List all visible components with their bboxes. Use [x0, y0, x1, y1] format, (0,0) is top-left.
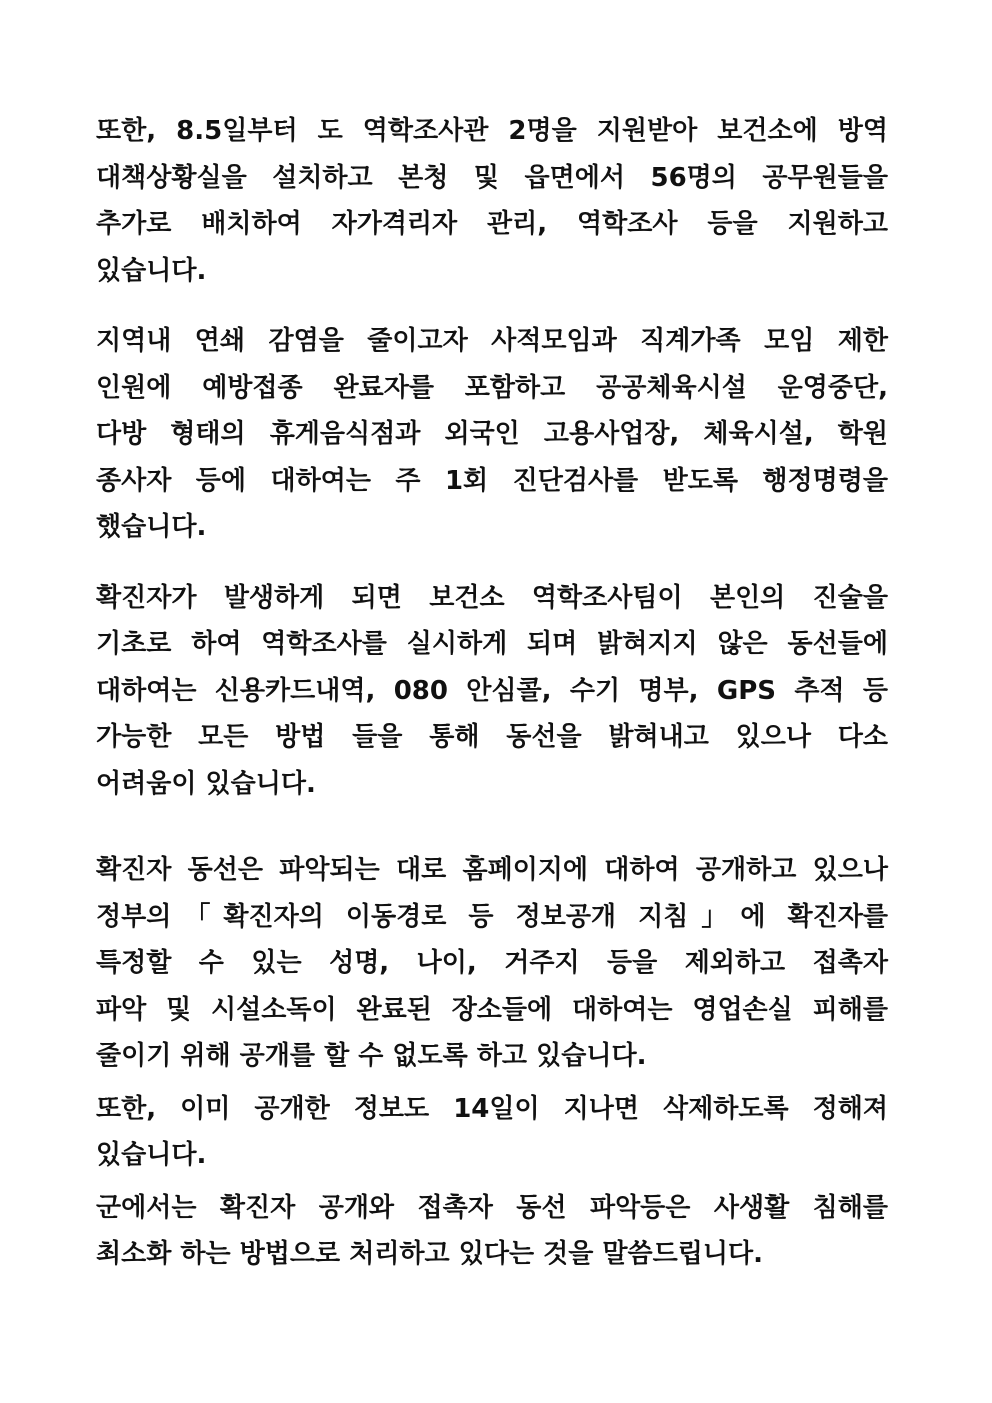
text-line: 기초로 하여 역학조사를 실시하게 되며 밝혀지지 않은 동선들에 — [96, 629, 888, 659]
text-line: 특정할 수 있는 성명, 나이, 거주지 등을 제외하고 접촉자 — [96, 948, 888, 978]
text-line: 대하여는 신용카드내역, 080 안심콜, 수기 명부, GPS 추적 등 — [96, 675, 888, 706]
text-line: 또한, 8.5일부터 도 역학조사관 2명을 지원받아 보건소에 방역 — [96, 116, 888, 146]
text-line: 했습니다. — [96, 512, 207, 542]
text-line: 있습니다. — [96, 255, 207, 286]
text-line: 파악 및 시설소독이 완료된 장소들에 대하여는 영업손실 피해를 — [96, 994, 888, 1025]
text-line: 추가로 배치하여 자가격리자 관리, 역학조사 등을 지원하고 — [96, 209, 888, 239]
text-line: 또한, 이미 공개한 정보도 14일이 지나면 삭제하도록 정해져 — [96, 1093, 888, 1124]
text-line: 줄이기 위해 공개를 할 수 없도록 하고 있습니다. — [96, 1041, 647, 1071]
text-line: 대책상황실을 설치하고 본청 및 읍면에서 56명의 공무원들을 — [96, 162, 888, 193]
paragraph-contact-tracing — [96, 575, 888, 808]
text-line: 가능한 모든 방법 들을 통해 동선을 밝혀내고 있으나 다소 — [96, 722, 888, 752]
text-line: 확진자 동선은 파악되는 대로 홈페이지에 대하여 공개하고 있으나 — [96, 855, 888, 885]
text-line: 최소화 하는 방법으로 처리하고 있다는 것을 말씀드립니다. — [96, 1239, 763, 1269]
paragraph-disclosure-policy — [96, 847, 888, 1080]
document-page — [96, 108, 888, 1278]
text-line: 있습니다. — [96, 1140, 207, 1170]
text-line: 지역내 연쇄 감염을 줄이고자 사적모임과 직계가족 모임 제한 — [96, 326, 888, 356]
text-line: 정부의「확진자의 이동경로 등 정보공개 지침」에 확진자를 — [96, 901, 888, 932]
text-line: 종사자 등에 대하여는 주 1회 진단검사를 받도록 행정명령을 — [96, 465, 888, 496]
paragraph-infection-measures — [96, 318, 888, 551]
text-line: 인원에 예방접종 완료자를 포함하고 공공체육시설 운영중단, — [96, 372, 888, 403]
text-line: 군에서는 확진자 공개와 접촉자 동선 파악등은 사생활 침해를 — [96, 1192, 888, 1223]
paragraph-conclusion — [96, 1185, 888, 1278]
text-line: 어려움이 있습니다. — [96, 768, 316, 799]
text-line: 다방 형태의 휴게음식점과 외국인 고용사업장, 체육시설, 학원 — [96, 419, 888, 449]
paragraph-epidemiology-support — [96, 108, 888, 294]
text-line: 확진자가 발생하게 되면 보건소 역학조사팀이 본인의 진술을 — [96, 582, 888, 613]
paragraph-deletion-policy — [96, 1086, 888, 1179]
